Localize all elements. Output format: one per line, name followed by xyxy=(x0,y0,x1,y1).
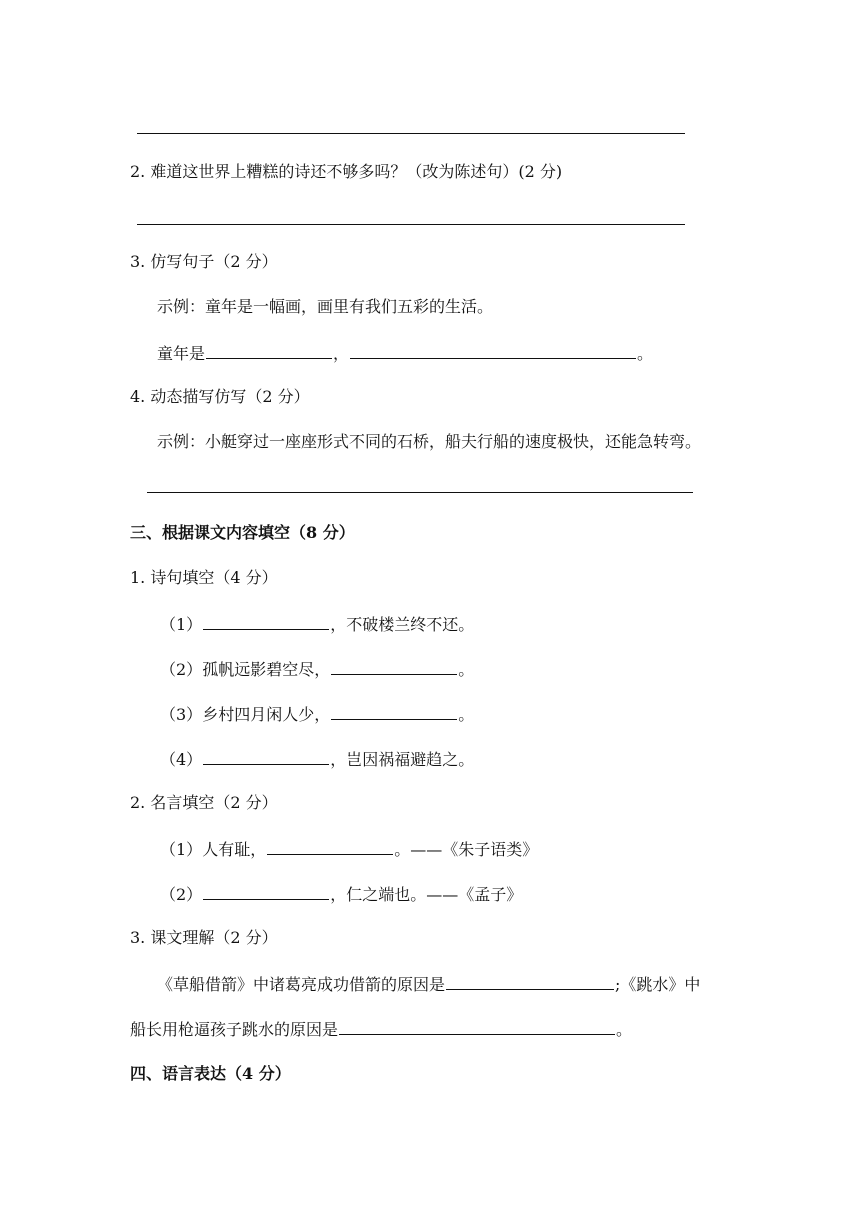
answer-blank[interactable] xyxy=(203,883,329,900)
answer-blank[interactable] xyxy=(350,342,636,359)
answer-line[interactable] xyxy=(137,133,685,134)
answer-blank[interactable] xyxy=(203,748,329,765)
poem-item: （4） ，岂因祸福避趋之。 xyxy=(160,750,475,769)
quote-item: （2） ，仁之端也。——《孟子》 xyxy=(160,885,523,904)
question-4-example: 示例：小艇穿过一座座形式不同的石桥，船夫行船的速度极快，还能急转弯。 xyxy=(157,432,702,451)
comprehension-line-2: 船长用枪逼孩子跳水的原因是 。 xyxy=(130,1020,633,1039)
quote-item: （1）人有耻， 。——《朱子语类》 xyxy=(160,840,539,859)
question-title: 2. 名言填空（2 分） xyxy=(130,793,278,812)
question-3-example: 示例：童年是一幅画，画里有我们五彩的生活。 xyxy=(157,297,494,316)
section-heading: 四、语言表达（4 分） xyxy=(130,1064,291,1083)
comprehension-line-1: 《草船借箭》中诸葛亮成功借箭的原因是 ;《跳水》中 xyxy=(157,975,701,994)
answer-blank[interactable] xyxy=(331,658,457,675)
answer-line[interactable] xyxy=(147,492,693,493)
question-4-title: 4. 动态描写仿写（2 分） xyxy=(130,387,310,406)
question-title: 1. 诗句填空（4 分） xyxy=(130,568,278,587)
answer-blank[interactable] xyxy=(267,838,393,855)
section-heading: 三、根据课文内容填空（8 分） xyxy=(130,523,355,542)
poem-item: （1） ，不破楼兰终不还。 xyxy=(160,615,475,634)
answer-blank[interactable] xyxy=(339,1018,615,1035)
answer-blank[interactable] xyxy=(446,973,614,990)
question-3-title: 3. 仿写句子（2 分） xyxy=(130,252,278,271)
poem-item: （3）乡村四月闲人少， 。 xyxy=(160,705,475,724)
answer-blank[interactable] xyxy=(206,342,332,359)
answer-blank[interactable] xyxy=(331,703,457,720)
answer-blank[interactable] xyxy=(203,613,329,630)
question-text: 2. 难道这世界上糟糕的诗还不够多吗？（改为陈述句）(2 分) xyxy=(130,162,563,181)
question-2 xyxy=(130,162,562,182)
question-3-answer: 童年是 ， 。 xyxy=(157,344,654,363)
answer-line[interactable] xyxy=(137,224,685,225)
question-title: 3. 课文理解（2 分） xyxy=(130,928,278,947)
poem-item: （2）孤帆远影碧空尽， 。 xyxy=(160,660,475,679)
